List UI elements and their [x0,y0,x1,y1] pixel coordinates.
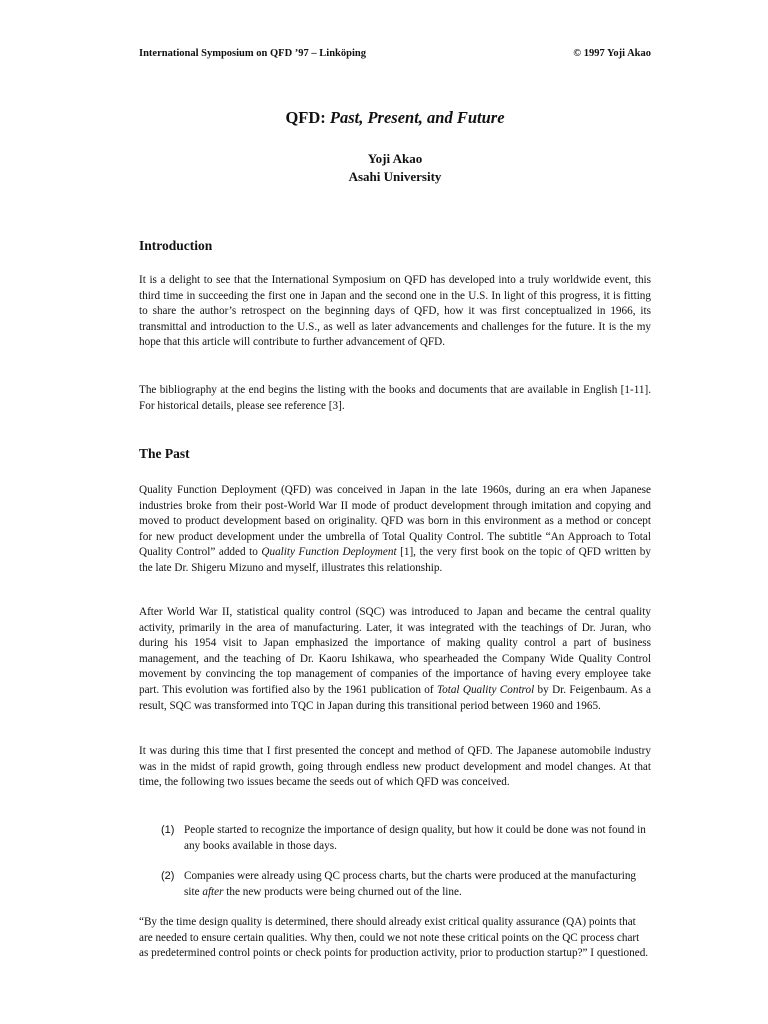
intro-paragraph-1: It is a delight to see that the International Symposium on QFD has developed into a truly worldwide event, this third time in succeeding the first one in Japan and the second one in the U.S. In light of this progress, it is fitting to share the author’s retrospect on the beginning days of QFD, how it was first conceptualized in 1966, its transmittal and introduction to the U.S., as well as later advancements and challenges for the future. It is the my hope that this article will contribute to further advancement of QFD. [139,274,651,349]
list-item [161,869,651,900]
past-p1-text-b: [1], the very first book on the topic of QFD written by the late Dr. Shigeru Mizuno and myself, illustrates this relationship. [139,546,651,574]
paper-title [139,108,651,128]
header-conference: International Symposium on QFD ’97 – Linköping [139,48,366,59]
section-heading-past: The Past [139,446,190,461]
list-item-text [184,823,651,854]
past-paragraph-4-quote: “By the time design quality is determined, there should already exist critical quality assurance (QA) points that are needed to ensure certain qualities. Why then, could we not note these critical points on the QC process chart as predetermined control points or check points for production activity, prior to production startup?” I questioned. [139,916,649,960]
past-p2-text-b: by Dr. Feigenbaum. As a result, SQC was transformed into TQC in Japan during this transitional period between 1960 and 1965. [139,683,652,712]
past-paragraph-3: It was during this time that I first presented the concept and method of QFD. The Japanese automobile industry was in the midst of rapid growth, going through endless new product development and model changes. At that time, the following two issues became the seeds out of which QFD was conceived. [139,745,651,789]
list-item-number: (2) [161,870,175,883]
past-paragraph-2 [139,605,651,714]
list-item-text-a: Companies were already using QC process charts, but the charts were produced at the manufacturing site [184,870,637,898]
book-title-qfd: Quality Function Deployment [261,546,397,559]
title-main: QFD: [285,108,326,127]
past-p2-text-a: After World War II, statistical quality control (SQC) was introduced to Japan and became the central quality activity, primarily in the area of manufacturing. Later, it was integrated with the teachings of Dr. Juran, who during his 1954 visit to Japan emphasized the importance of making quality control a part of business management, and the teaching of Dr. Kaoru Ishikawa, who spearheaded the Company Wide Quality Control movement by convincing the top management of companies of the importance of having every employee take part. This evolution was fortified also by the 1961 publication of [139,606,651,696]
list-item [161,823,651,854]
list-item-number: (1) [161,824,175,836]
list-item-text-b: the new products were being churned out of the line. [223,885,462,898]
list-item-text [184,869,651,900]
issues-list [161,823,651,915]
author-block [139,150,651,186]
author-affiliation: Asahi University [348,169,442,184]
past-paragraph-1 [139,483,651,577]
header-copyright: © 1997 Yoji Akao [573,48,651,59]
section-heading-introduction: Introduction [139,238,213,253]
list-item-text-a: People started to recognize the importance of design quality, but how it could be done was not found in any books available in those days. [184,824,646,852]
book-title-tqc: Total Quality Control [436,683,535,696]
title-subtitle: Past, Present, and Future [329,108,505,127]
intro-paragraph-2: The bibliography at the end begins the listing with the books and documents that are available in English [1-11]. For historical details, please see reference [3]. [139,384,651,412]
author-name: Yoji Akao [367,151,423,166]
list-item-italic: after [202,885,224,898]
past-p1-text-a: Quality Function Deployment (QFD) was conceived in Japan in the late 1960s, during an era when Japanese industries broke from their post-World War II mode of product development through imitation and copying and moved to product development based on originality. QFD was born in this environment as a method or concept for new product development under the umbrella of Total Quality Control. The subtitle “An Approach to Total Quality Control” added to [139,484,651,559]
